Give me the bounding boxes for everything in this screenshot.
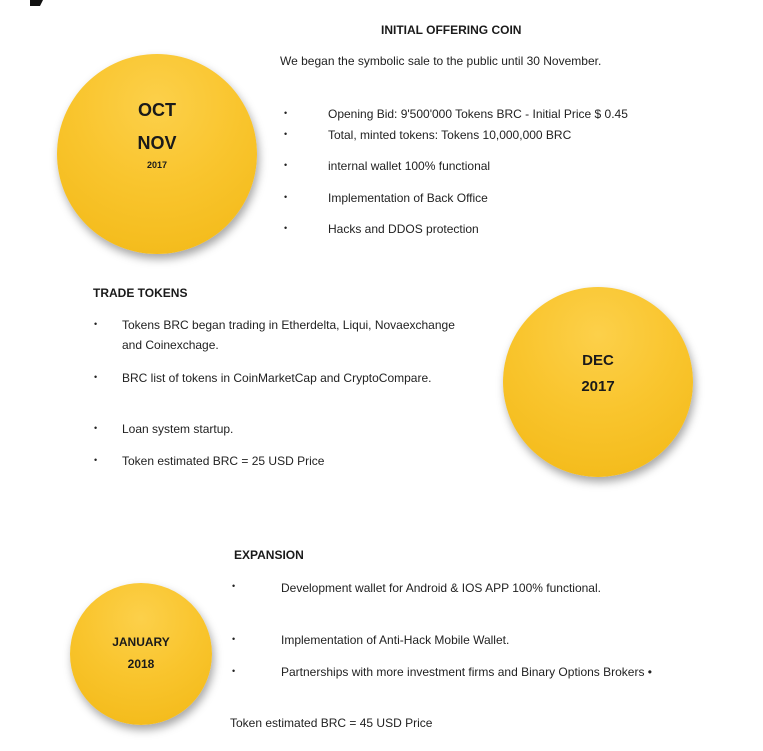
bullet-marker: • [94, 319, 98, 329]
date-circle-january [70, 583, 212, 725]
bullet-marker: • [284, 223, 288, 233]
bullet-marker: • [284, 192, 288, 202]
list-item: Hacks and DDOS protection [328, 222, 479, 236]
bullet-marker: • [284, 129, 288, 139]
list-item: BRC list of tokens in CoinMarketCap and CryptoCompare. [122, 371, 432, 385]
list-item: Implementation of Back Office [328, 191, 488, 205]
list-item: Partnerships with more investment firms and Binary Options Brokers • [281, 665, 653, 679]
bullet-marker: • [284, 160, 288, 170]
list-item: internal wallet 100% functional [328, 159, 491, 173]
list-item: Token estimated BRC = 25 USD Price [122, 454, 325, 468]
section-heading-initial-offering: INITIAL OFFERING COIN [381, 23, 522, 37]
circle-month: JANUARY [112, 635, 170, 649]
list-item: Development wallet for Android & IOS APP 100% functional. [281, 581, 601, 595]
list-item: Tokens BRC began trading in Etherdelta, Liqui, Novaexchange [122, 318, 455, 332]
list-item: Opening Bid: 9'500'000 Tokens BRC - Initial Price $ 0.45 [328, 107, 628, 121]
logo-icon [30, 0, 46, 6]
bullet-marker: • [94, 455, 98, 465]
circle-year: 2018 [127, 657, 155, 671]
section-intro: We began the symbolic sale to the public until 30 November. [280, 54, 602, 68]
circle-month-2: NOV [137, 133, 177, 153]
bullet-marker: • [284, 108, 288, 118]
bullet-marker: • [94, 372, 98, 382]
list-item: Total, minted tokens: Tokens 10,000,000 BRC [328, 128, 572, 142]
bullet-marker: • [232, 581, 236, 591]
footer-note: Token estimated BRC = 45 USD Price [230, 716, 433, 730]
bullet-marker: • [232, 634, 236, 644]
circle-year: 2017 [146, 160, 168, 170]
circle-year: 2017 [581, 378, 615, 395]
bullet-marker: • [232, 666, 236, 676]
list-item: Loan system startup. [122, 422, 234, 436]
section-heading-trade-tokens: TRADE TOKENS [93, 286, 188, 300]
date-circle-oct-nov [57, 54, 257, 254]
circle-month-1: OCT [138, 100, 176, 120]
circle-month: DEC [582, 352, 614, 369]
bullet-marker: • [94, 423, 98, 433]
list-item: Implementation of Anti-Hack Mobile Wallet. [281, 633, 510, 647]
section-heading-expansion: EXPANSION [234, 548, 304, 562]
date-circle-dec [503, 287, 693, 477]
list-item-continuation: and Coinexchage. [122, 338, 219, 352]
